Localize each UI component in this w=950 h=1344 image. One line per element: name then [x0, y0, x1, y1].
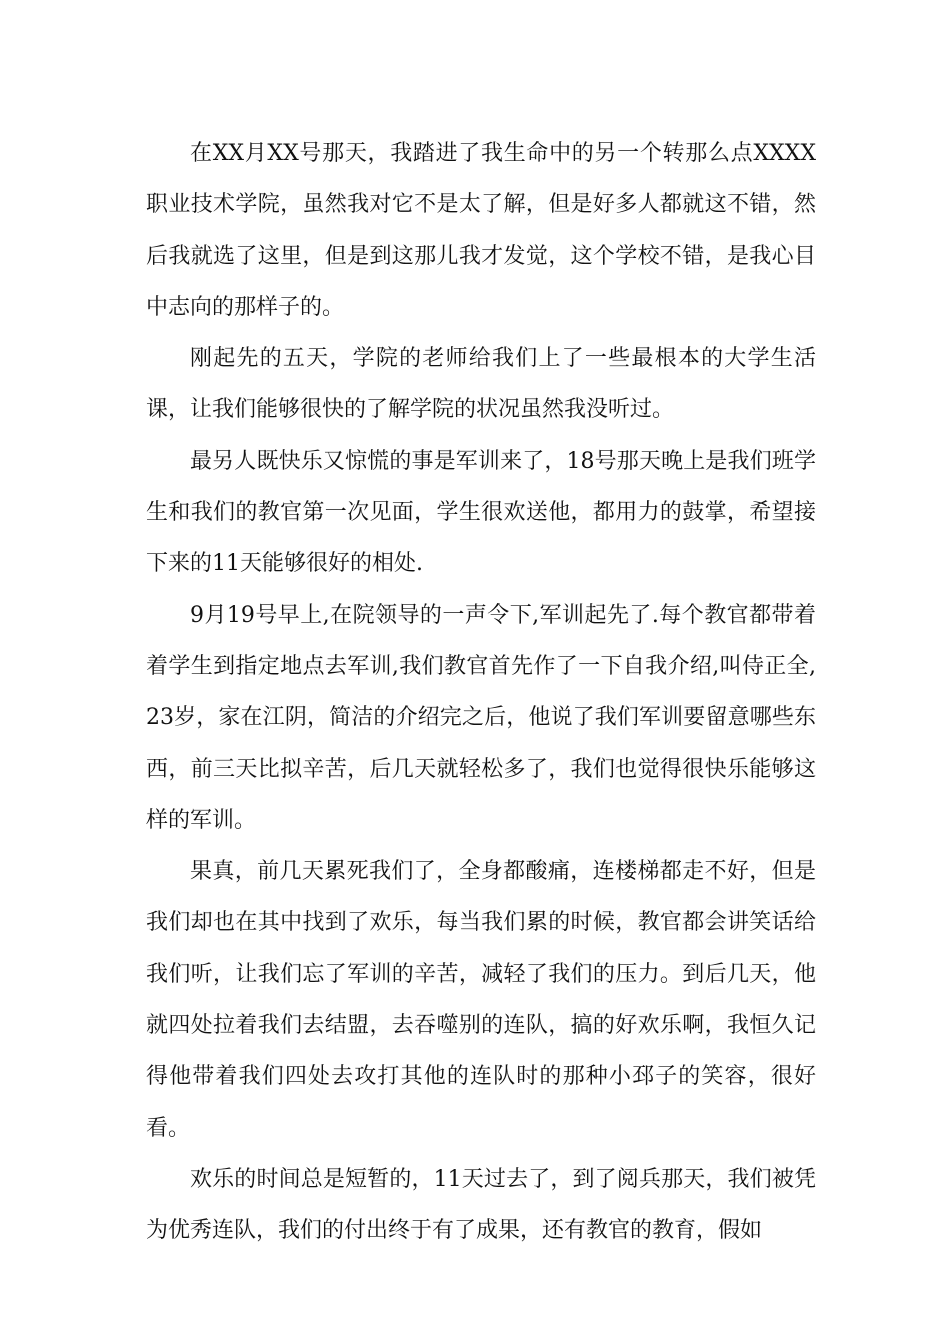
paragraph-5: 果真，前几天累死我们了，全身都酸痛，连楼梯都走不好，但是我们却也在其中找到了欢乐，每当我们累的时候，教官都会讲笑话给我们听，让我们忘了军训的辛苦，减轻了我们的压力。到后几天，他就四处拉着我们去结盟，去吞噬别的连队，搞的好欢乐啊，我恒久记得他带着我们四处去攻打其他的连队时的那种小邳子的笑容，很好看。: [146, 859, 816, 1141]
document-body: [146, 128, 816, 1257]
paragraph-2: 刚起先的五天，学院的老师给我们上了一些最根本的大学生活课，让我们能够很快的了解学院的状况虽然我没听过。: [146, 346, 816, 423]
paragraph-4: 9月19号早上,在院领导的一声令下,军训起先了.每个教官都带着着学生到指定地点去军训,我们教官首先作了一下自我介绍,叫侍正全,23岁，家在江阴，简洁的介绍完之后，他说了我们军训要留意哪些东西，前三天比拟辛苦，后几天就轻松多了，我们也觉得很快乐能够这样的军训。: [146, 602, 816, 833]
paragraph-6: 欢乐的时间总是短暂的，11天过去了，到了阅兵那天，我们被凭为优秀连队，我们的付出终于有了成果，还有教官的教育，假如: [146, 1166, 816, 1244]
paragraph-3: 最另人既快乐又惊慌的事是军训来了，18号那天晚上是我们班学生和我们的教官第一次见面，学生很欢送他，都用力的鼓掌，希望接下来的11天能够很好的相处.: [146, 448, 816, 577]
paragraph-1: 在XX月XX号那天，我踏进了我生命中的另一个转那么点XXXX职业技术学院，虽然我对它不是太了解，但是好多人都就这不错，然后我就选了这里，但是到这那儿我才发觉，这个学校不错，是我心目中志向的那样子的。: [146, 141, 816, 320]
